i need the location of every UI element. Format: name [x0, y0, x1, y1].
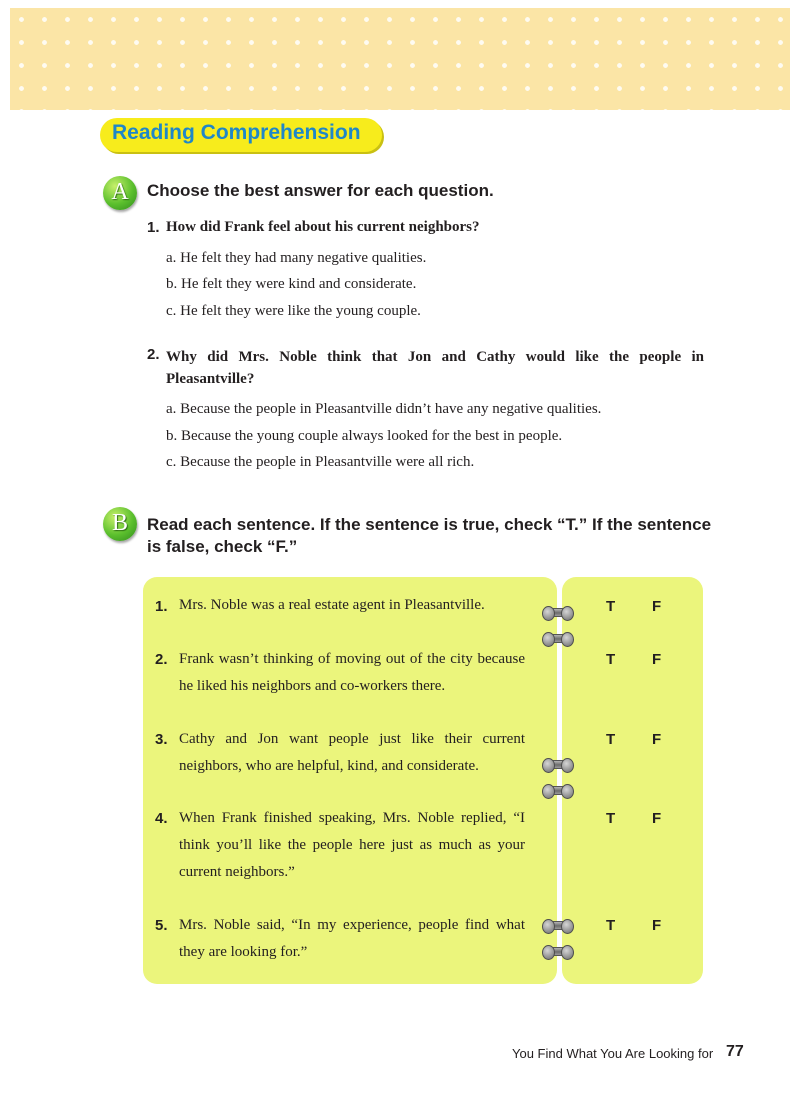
answer-option[interactable]: c. He felt they were like the young couple.: [166, 303, 421, 319]
footer-chapter-title: You Find What You Are Looking for: [512, 1046, 714, 1061]
header-banner: [10, 8, 790, 110]
statement-text: Frank wasn’t thinking of moving out of the city because he liked his neighbors and co-workers there.: [179, 651, 525, 694]
false-option[interactable]: F: [652, 731, 662, 748]
false-option[interactable]: F: [652, 917, 662, 934]
page-number: 77: [726, 1043, 744, 1060]
binder-ring-icon: [543, 947, 573, 956]
answer-option[interactable]: c. Because the people in Pleasantville were all rich.: [166, 454, 475, 470]
part-b-badge: B: [103, 507, 137, 541]
answer-option[interactable]: a. Because the people in Pleasantville didn’t have any negative qualities.: [166, 401, 602, 417]
question-text: Why did Mrs. Noble think that Jon and Cathy would like the people in Pleasantville?: [166, 349, 704, 387]
true-option[interactable]: T: [606, 731, 616, 748]
answer-option[interactable]: a. He felt they had many negative qualities.: [166, 250, 427, 266]
answer-panel: [562, 577, 703, 984]
false-option[interactable]: F: [652, 810, 662, 827]
part-a-instruction: Choose the best answer for each question.: [147, 181, 494, 200]
statement-number: 4.: [155, 810, 168, 827]
binder-ring-icon: [543, 786, 573, 795]
false-option[interactable]: F: [652, 651, 662, 668]
true-option[interactable]: T: [606, 917, 616, 934]
answer-option[interactable]: b. He felt they were kind and considerate.: [166, 276, 417, 292]
statement-text: Mrs. Noble was a real estate agent in Pleasantville.: [179, 597, 485, 613]
binder-ring-icon: [543, 760, 573, 769]
binder-ring-icon: [543, 608, 573, 617]
binder-ring-icon: [543, 634, 573, 643]
false-option[interactable]: F: [652, 598, 662, 615]
true-option[interactable]: T: [606, 598, 616, 615]
statement-text: When Frank finished speaking, Mrs. Noble replied, “I think you’ll like the people here just as much as your current neighbors.”: [179, 810, 525, 880]
statement-number: 2.: [155, 651, 168, 668]
statement-number: 3.: [155, 731, 168, 748]
statement-text: Mrs. Noble said, “In my experience, people find what they are looking for.”: [179, 917, 525, 960]
answer-option[interactable]: b. Because the young couple always looked for the best in people.: [166, 428, 563, 444]
question-number: 1.: [147, 219, 160, 236]
statement-text: Cathy and Jon want people just like their current neighbors, who are helpful, kind, and considerate.: [179, 731, 525, 774]
part-b-instruction: Read each sentence. If the sentence is true, check “T.” If the sentence is false, check “F.”: [147, 515, 712, 556]
statement-number: 1.: [155, 598, 168, 615]
binder-ring-icon: [543, 921, 573, 930]
part-a-badge: A: [103, 176, 137, 210]
question-text: How did Frank feel about his current neighbors?: [166, 219, 480, 235]
true-option[interactable]: T: [606, 810, 616, 827]
statement-number: 5.: [155, 917, 168, 934]
question-number: 2.: [147, 346, 160, 363]
section-title: Reading Comprehension: [112, 121, 361, 144]
true-option[interactable]: T: [606, 651, 616, 668]
